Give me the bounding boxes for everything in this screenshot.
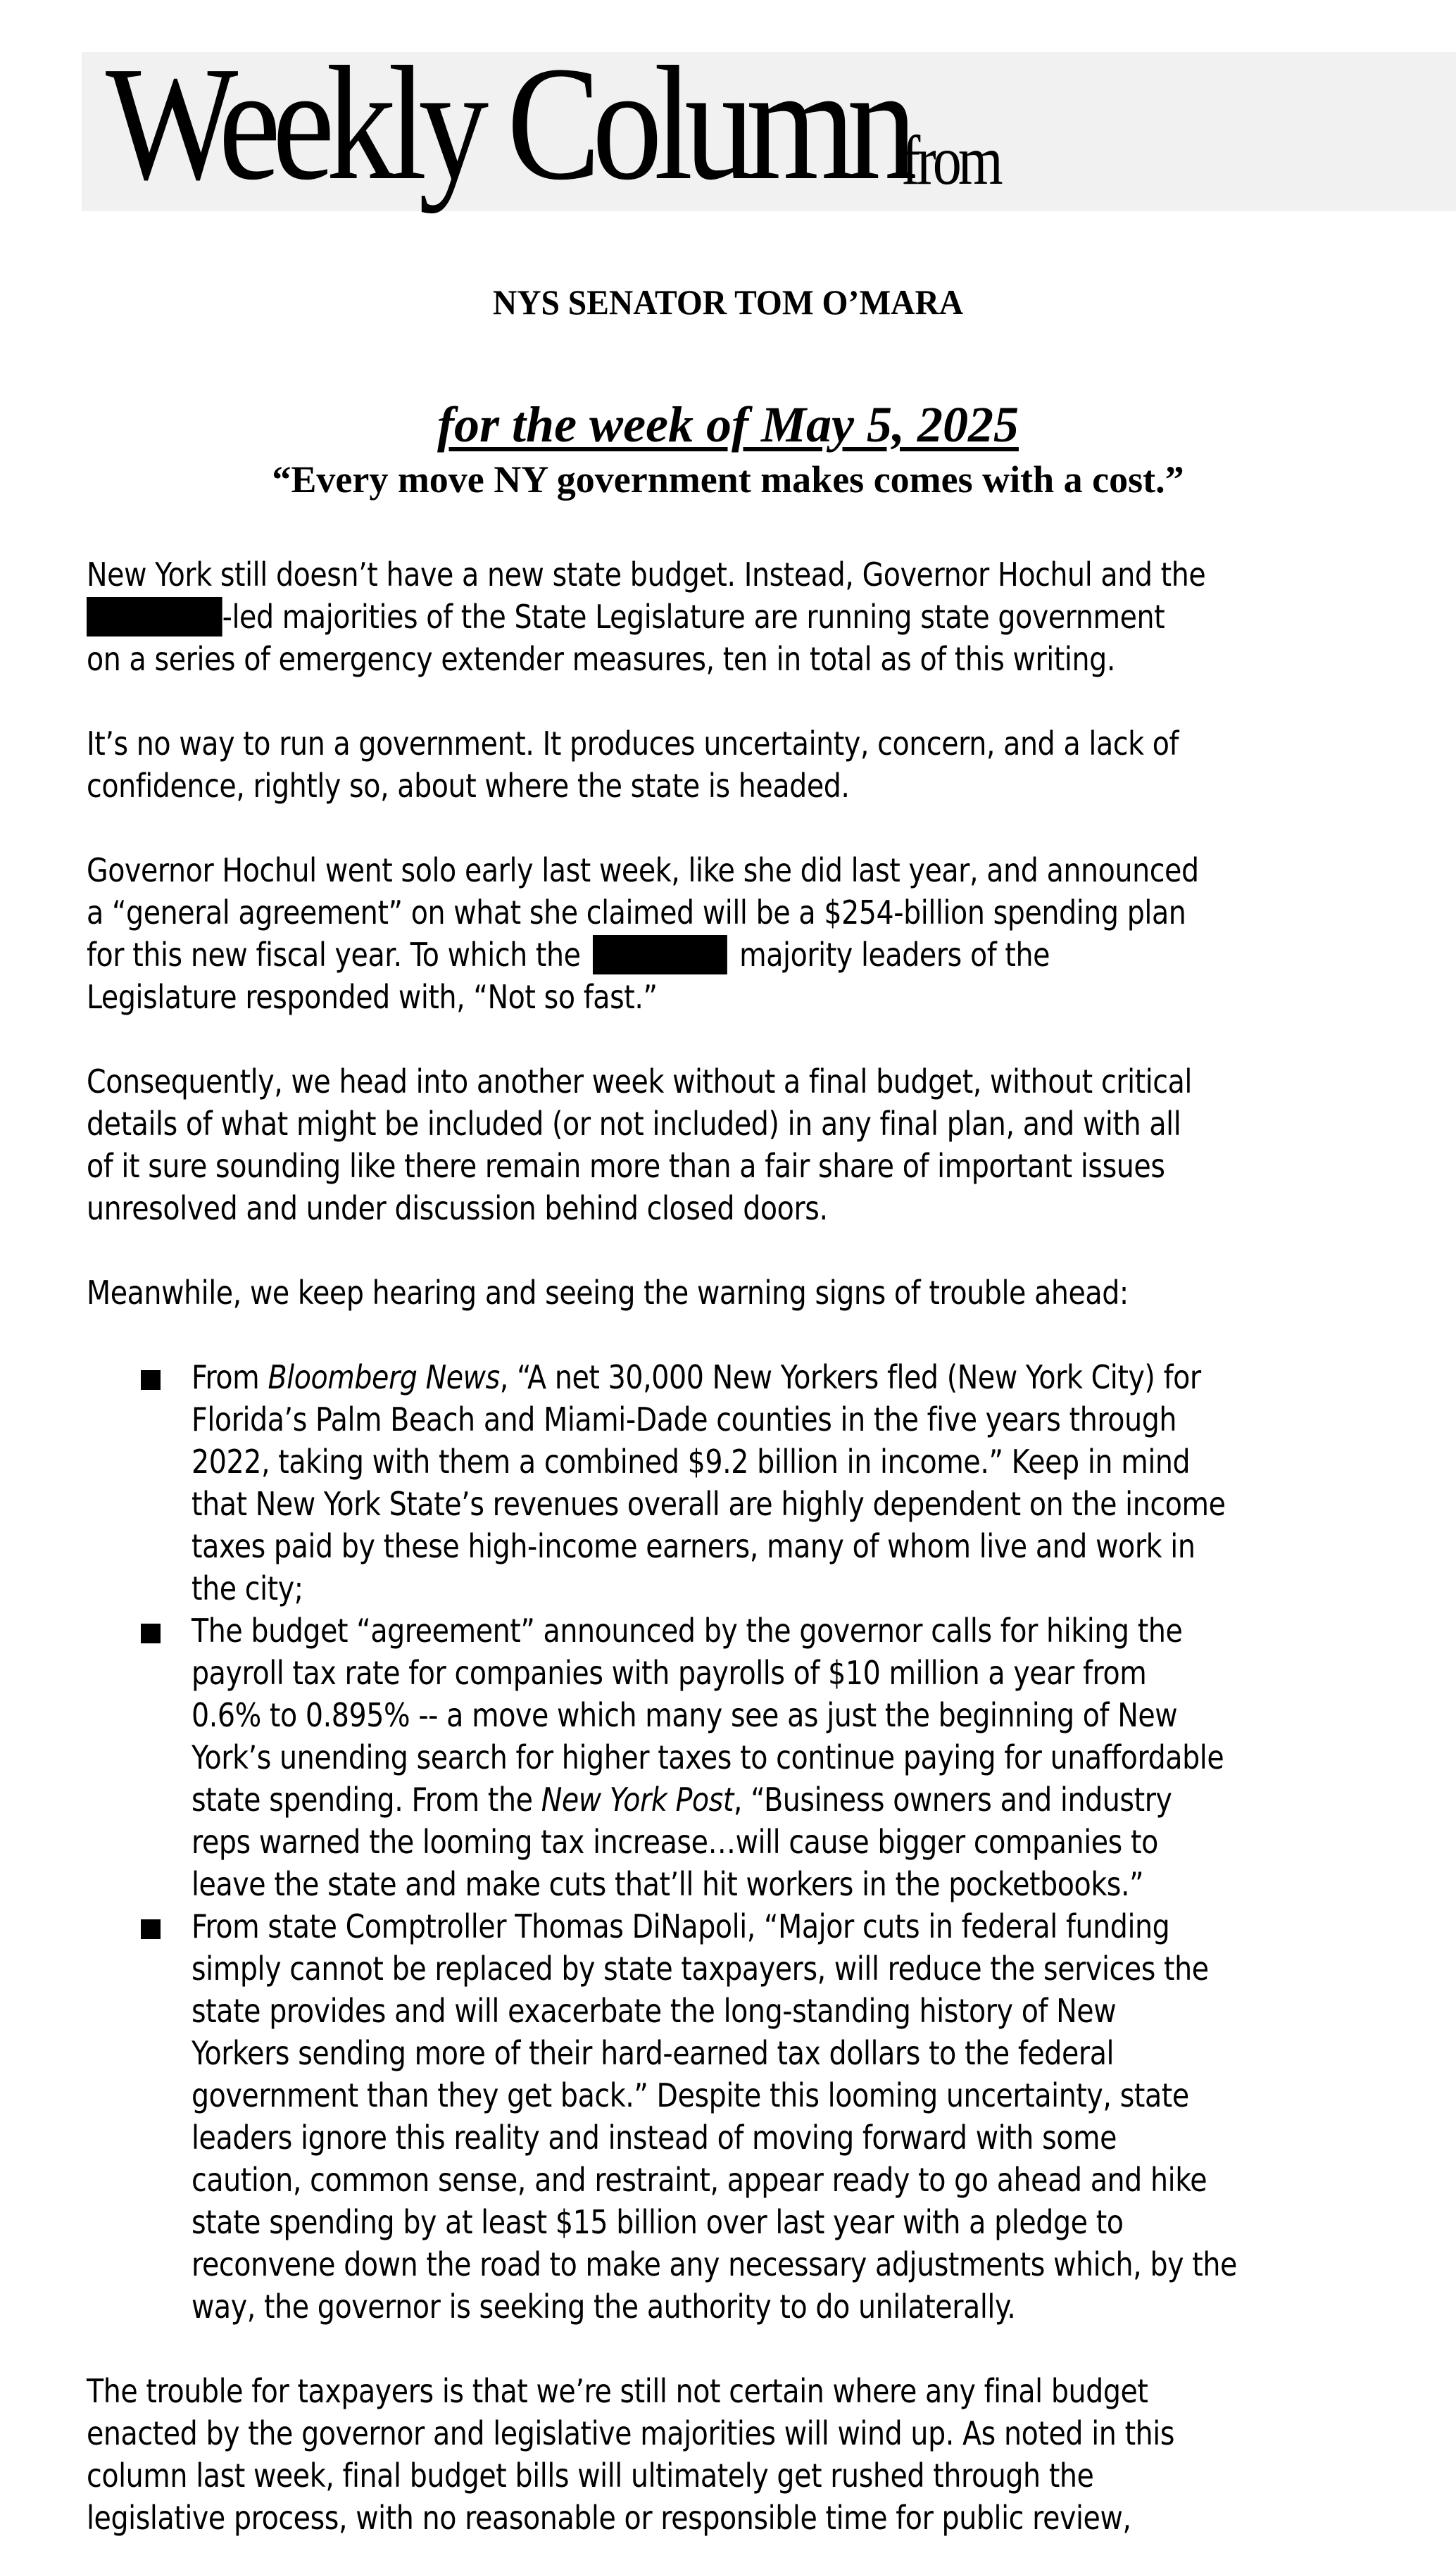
text-line <box>87 596 1255 638</box>
text-line <box>192 1356 1270 1398</box>
masthead-logo <box>106 33 1039 214</box>
text-line: Yorkers sending more of their hard-earned tax dollars to the federal <box>192 2034 1115 2072</box>
text-fragment: majority leaders of the <box>739 936 1050 974</box>
text-fragment: From <box>192 1358 268 1396</box>
author-heading: NYS SENATOR TOM O’MARA <box>492 282 964 322</box>
paragraph-6 <box>87 2370 1445 2539</box>
text-line: state spending by at least $15 billion over last year with a pledge to <box>192 2203 1124 2241</box>
text-line: column last week, final budget bills will ultimately get rushed through the <box>87 2457 1094 2495</box>
text-line <box>192 1779 1270 1821</box>
text-line: confidence, rightly so, about where the state is headed. <box>87 767 850 805</box>
column-tagline: “Every move NY government makes comes with a cost.” <box>272 458 1184 501</box>
text-line: Governor Hochul went solo early last week, like she did last year, and announced <box>87 851 1199 889</box>
text-line: leave the state and make cuts that’ll hit workers in the pocketbooks.” <box>192 1865 1144 1903</box>
text-line: the city; <box>192 1569 303 1607</box>
text-line: government than they get back.” Despite this looming uncertainty, state <box>192 2076 1189 2114</box>
text-line: enacted by the governor and legislative majorities will wind up. As noted in this <box>87 2414 1175 2452</box>
text-line: From state Comptroller Thomas DiNapoli, “Major cuts in federal funding <box>192 1907 1170 1945</box>
text-line: taxes paid by these high-income earners, many of whom live and work in <box>192 1527 1195 1565</box>
week-date: for the week of May 5, 2025 <box>437 396 1019 453</box>
masthead-title: Weekly Column <box>106 33 909 214</box>
text-line: It’s no way to run a government. It produces uncertainty, concern, and a lack of <box>87 725 1179 763</box>
text-line: details of what might be included (or not included) in any final plan, and with all <box>87 1105 1181 1143</box>
text-line: Legislature responded with, “Not so fast.” <box>87 978 658 1016</box>
square-bullet-icon <box>141 1624 161 1643</box>
text-line: on a series of emergency extender measures, ten in total as of this writing. <box>87 640 1115 678</box>
text-line: 0.6% to 0.895% -- a move which many see as just the beginning of New <box>192 1696 1178 1734</box>
text-fragment: for this new fiscal year. To which the <box>87 936 581 974</box>
redaction-box <box>87 597 222 636</box>
paragraph-3 <box>87 849 1445 1018</box>
text-fragment: state spending. From the <box>192 1781 541 1819</box>
text-line: state provides and will exacerbate the long-standing history of New <box>192 1992 1117 2030</box>
text-line: Meanwhile, we keep hearing and seeing the warning signs of trouble ahead: <box>87 1274 1129 1312</box>
source-name: New York Post <box>541 1781 734 1819</box>
text-line: 2022, taking with them a combined $9.2 billion in income.” Keep in mind <box>192 1443 1191 1481</box>
text-line: that New York State’s revenues overall are highly dependent on the income <box>192 1485 1226 1523</box>
text-line: simply cannot be replaced by state taxpayers, will reduce the services the <box>192 1950 1209 1988</box>
text-line: New York still doesn’t have a new state budget. Instead, Governor Hochul and the <box>87 556 1206 594</box>
text-line: reconvene down the road to make any necessary adjustments which, by the <box>192 2245 1237 2283</box>
text-line: Consequently, we head into another week without a final budget, without critical <box>87 1062 1192 1100</box>
list-item <box>87 1905 1445 2328</box>
redaction-box <box>593 935 727 974</box>
text-fragment: , “A net 30,000 New Yorkers fled (New York City) for <box>499 1358 1201 1396</box>
text-line: The trouble for taxpayers is that we’re still not certain where any final budget <box>87 2372 1148 2410</box>
text-line: The budget “agreement” announced by the governor calls for hiking the <box>192 1612 1183 1650</box>
warning-signs-list <box>87 1356 1445 2328</box>
source-name: Bloomberg News <box>268 1358 500 1396</box>
paragraph-1 <box>87 553 1445 680</box>
list-item <box>87 1356 1445 1610</box>
list-item <box>87 1610 1445 1905</box>
text-line: a “general agreement” on what she claimed will be a $254-billion spending plan <box>87 893 1186 932</box>
masthead-from: from <box>901 121 1000 199</box>
text-line: legislative process, with no reasonable or responsible time for public review, <box>87 2499 1131 2537</box>
text-line: of it sure sounding like there remain more than a fair share of important issues <box>87 1147 1165 1185</box>
paragraph-5 <box>87 1272 1445 1314</box>
square-bullet-icon <box>141 1370 161 1390</box>
text-line: York’s unending search for higher taxes to continue paying for unaffordable <box>192 1738 1224 1776</box>
paragraph-2 <box>87 722 1445 807</box>
text-line: caution, common sense, and restraint, appear ready to go ahead and hike <box>192 2161 1207 2199</box>
text-fragment: , “Business owners and industry <box>733 1781 1172 1819</box>
text-fragment: -led majorities of the State Legislature are running state government <box>222 598 1165 636</box>
square-bullet-icon <box>141 1919 161 1939</box>
text-line: payroll tax rate for companies with payrolls of $10 million a year from <box>192 1654 1147 1692</box>
week-heading <box>0 396 1456 454</box>
paragraph-4 <box>87 1060 1445 1229</box>
text-line: leaders ignore this reality and instead of moving forward with some <box>192 2119 1117 2157</box>
text-line: way, the governor is seeking the authority to do unilaterally. <box>192 2288 1016 2326</box>
article-body <box>87 553 1445 2539</box>
text-line: Florida’s Palm Beach and Miami-Dade counties in the five years through <box>192 1400 1177 1438</box>
text-line <box>87 934 1255 976</box>
text-line: reps warned the looming tax increase…will cause bigger companies to <box>192 1823 1158 1861</box>
text-line: unresolved and under discussion behind closed doors. <box>87 1189 828 1227</box>
